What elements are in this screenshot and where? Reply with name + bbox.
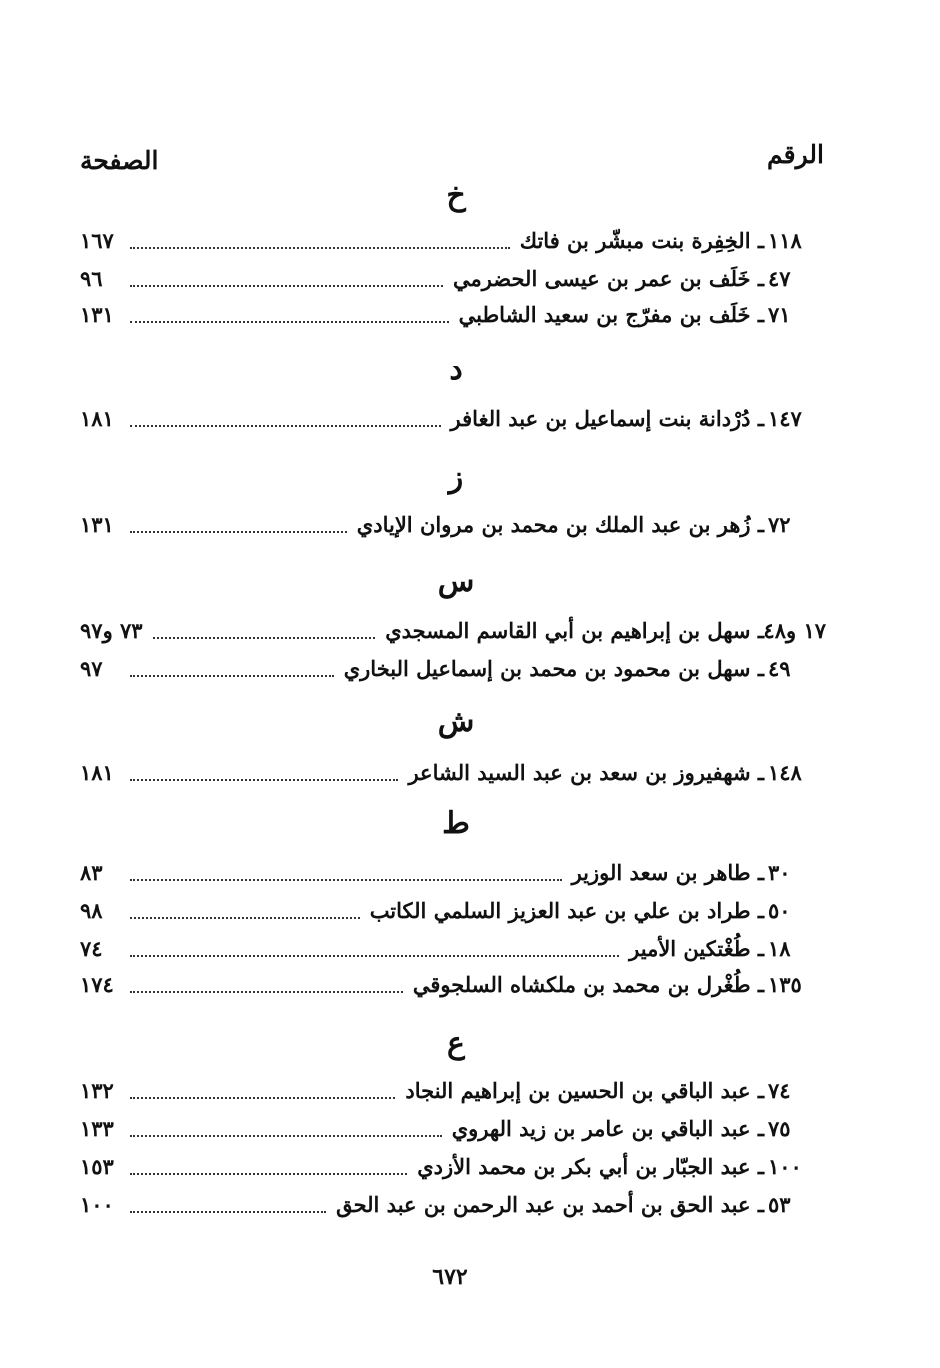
entry-page: ١٣٣ (80, 1115, 114, 1141)
entry-name: ـ زُهر بن عبد الملك بن محمد بن مروان الإيادي (356, 511, 764, 537)
entry-number: ١٤٨ (768, 759, 802, 785)
index-entry (80, 1112, 826, 1144)
dot-leader (130, 285, 443, 287)
dot-leader (130, 955, 619, 957)
section-letter: ع (447, 1026, 465, 1061)
entry-page: ٧٣ و٩٧ (80, 617, 143, 643)
entry-name: ـ طراد بن علي بن عبد العزيز السلمي الكاتب (369, 897, 764, 923)
dot-leader (130, 1135, 442, 1137)
index-entry (80, 1150, 826, 1182)
entry-number: ٥٣ (768, 1191, 791, 1217)
entry-name: ـ طاهر بن سعد الوزير (571, 859, 764, 885)
dot-leader (130, 321, 449, 323)
index-entry (80, 298, 826, 330)
entry-number: ١١٨ (768, 227, 802, 253)
page-number: ٦٧٢ (432, 1264, 468, 1290)
entry-number: ٥٠ (768, 897, 791, 923)
index-entry (80, 894, 826, 926)
entry-name: ـ عبد الحق بن أحمد بن عبد الرحمن بن عبد الحق (336, 1191, 764, 1217)
index-entry (80, 932, 826, 964)
entry-number: ٤٩ (768, 655, 791, 681)
dot-leader (130, 425, 441, 427)
dot-leader (130, 531, 347, 533)
section-letter: د (449, 352, 463, 387)
entry-name: ـ عبد الباقي بن عامر بن زيد الهروي (451, 1115, 764, 1141)
index-entry (80, 756, 826, 788)
entry-page: ٩٦ (80, 265, 103, 291)
entry-name: ـ خَلَف بن مفرّج بن سعيد الشاطبي (458, 301, 764, 327)
entry-number: ٧٢ (768, 511, 791, 537)
entry-number: ١٣٥ (768, 971, 802, 997)
entry-number: ٧٤ (768, 1077, 791, 1103)
index-entry (80, 856, 826, 888)
entry-page: ٧٤ (80, 935, 103, 961)
entry-number: ١٧ و٤٨ (763, 617, 826, 643)
number-column-header: الرقم (767, 140, 824, 169)
entry-name: ـ عبد الجبّار بن أبي بكر بن محمد الأزدي (417, 1153, 764, 1179)
index-entry (80, 1188, 826, 1220)
section-letter: خ (446, 178, 466, 213)
dot-leader (130, 675, 334, 677)
index-entry (80, 614, 826, 646)
entry-number: ٤٧ (768, 265, 791, 291)
entry-name: ـ خَلَف بن عمر بن عيسى الحضرمي (452, 265, 764, 291)
section-letter: ش (437, 704, 475, 739)
entry-number: ١٨ (768, 935, 791, 961)
entry-number: ٣٠ (768, 859, 791, 885)
entry-page: ١٠٠ (80, 1191, 114, 1217)
dot-leader (130, 779, 398, 781)
dot-leader (130, 879, 562, 881)
index-entry (80, 508, 826, 540)
entry-name: ـ عبد الباقي بن الحسين بن إبراهيم النجاد (405, 1077, 764, 1103)
entry-number: ٧٥ (768, 1115, 791, 1141)
dot-leader (130, 1211, 326, 1213)
entry-name: ـ طُغْتكين الأمير (629, 935, 764, 961)
index-entry (80, 1074, 826, 1106)
entry-name: ـ دُرْدانة بنت إسماعيل بن عبد الغافر (450, 405, 764, 431)
entry-page: ١٣١ (80, 511, 114, 537)
entry-page: ١٥٣ (80, 1153, 114, 1179)
entry-name: ـ الخِفِرة بنت مبشّر بن فاتك (519, 227, 764, 253)
entry-name: ـ شهفيروز بن سعد بن عبد السيد الشاعر (408, 759, 764, 785)
dot-leader (130, 1097, 395, 1099)
dot-leader (130, 991, 403, 993)
dot-leader (130, 247, 510, 249)
dot-leader (130, 1173, 407, 1175)
page-column-header: الصفحة (80, 146, 159, 175)
entry-name: ـ سهل بن محمود بن محمد بن إسماعيل البخاري (343, 655, 764, 681)
entry-page: ٨٣ (80, 859, 103, 885)
entry-page: ٩٨ (80, 897, 103, 923)
entry-page: ١٨١ (80, 759, 114, 785)
entry-number: ٧١ (768, 301, 791, 327)
index-entry (80, 224, 826, 256)
section-letter: س (437, 564, 475, 599)
entry-name: ـ سهل بن إبراهيم بن أبي القاسم المسجدي (385, 617, 764, 643)
entry-page: ١٦٧ (80, 227, 114, 253)
index-entry (80, 652, 826, 684)
index-entry (80, 262, 826, 294)
entry-page: ٩٧ (80, 655, 103, 681)
section-letter: ز (448, 460, 464, 495)
index-entry (80, 402, 826, 434)
entry-number: ١٤٧ (768, 405, 802, 431)
entry-number: ١٠٠ (768, 1153, 802, 1179)
dot-leader (153, 637, 376, 639)
entry-page: ١٨١ (80, 405, 114, 431)
entry-page: ١٣١ (80, 301, 114, 327)
dot-leader (130, 917, 360, 919)
entry-name: ـ طُغْرل بن محمد بن ملكشاه السلجوقي (412, 971, 764, 997)
section-letter: ط (442, 806, 470, 841)
entry-page: ١٧٤ (80, 971, 114, 997)
entry-page: ١٣٢ (80, 1077, 114, 1103)
index-entry (80, 968, 826, 1000)
